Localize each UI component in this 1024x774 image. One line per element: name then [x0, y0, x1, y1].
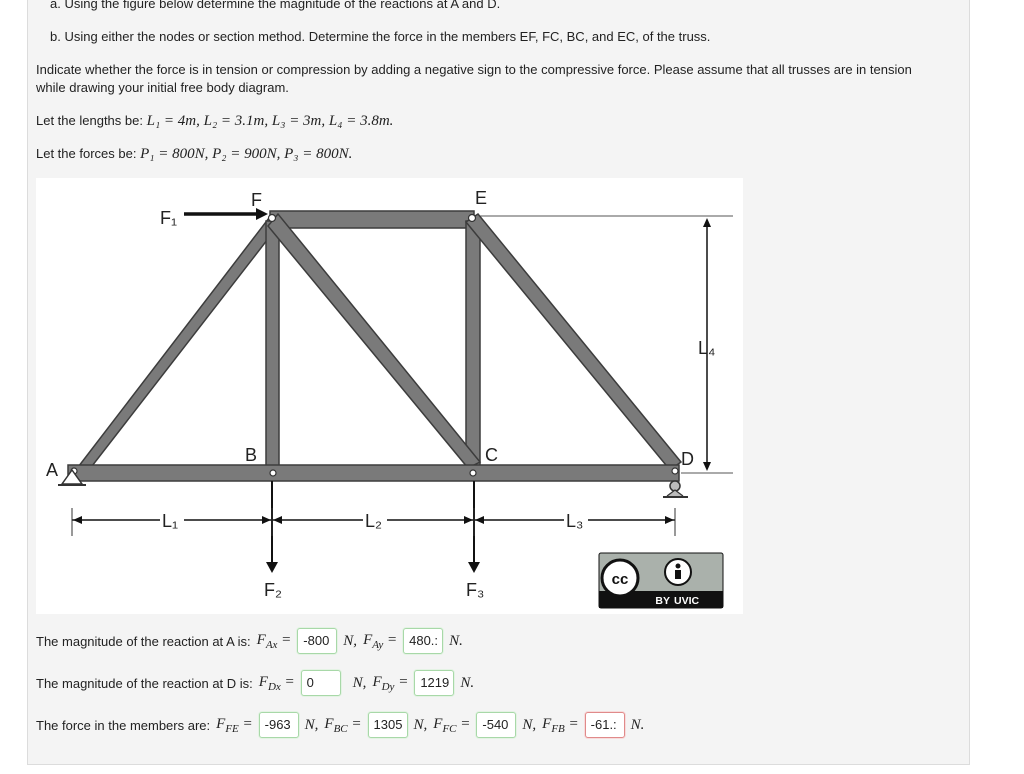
FFB-symbol: $F_{FB}$ =	[542, 715, 579, 735]
FAy-symbol: $F_{Ay}$ =	[363, 631, 398, 651]
label-A: A	[46, 460, 59, 480]
label-L1: L₁	[162, 511, 179, 531]
lengths-values: L₁ = 4m, L₂ = 3.1m, L₃ = 3m, L₄ = 3.8m.	[146, 113, 394, 129]
forces-line	[36, 146, 352, 162]
pin-F	[269, 215, 276, 222]
member-AF	[72, 218, 278, 479]
l4-arrow-bottom	[703, 462, 711, 471]
members-row	[36, 712, 644, 738]
reaction-A-label: The magnitude of the reaction at A is:	[36, 633, 251, 649]
instruction-line-1: Indicate whether the force is in tension or compression by adding a negative sign to the compressive force. Please assume that all trusses are in tension	[36, 62, 912, 77]
unit-N-end: N.	[449, 632, 463, 649]
FAx-input[interactable]: -800	[297, 628, 337, 654]
FDy-input[interactable]: 1219	[414, 670, 454, 696]
unit-N: N,	[343, 632, 358, 649]
truss-diagram	[36, 178, 743, 614]
forces-values: P₁ = 800N, P₂ = 900N, P₃ = 800N.	[140, 146, 353, 162]
label-L3: L₃	[566, 511, 584, 531]
unit-N-end: N.	[460, 674, 475, 691]
label-L2: L₂	[365, 511, 382, 531]
l4-arrow-top	[703, 218, 711, 227]
lengths-line	[36, 113, 393, 129]
label-F: F	[251, 190, 262, 210]
FFE-symbol: $F_{FE}$ =	[216, 715, 253, 735]
pin-B	[270, 470, 276, 476]
pin-E	[469, 215, 476, 222]
members-label: The force in the members are:	[36, 717, 211, 733]
FBC-input[interactable]: 1305	[368, 712, 408, 738]
label-B: B	[245, 445, 258, 465]
member-FB	[266, 221, 279, 466]
pin-C	[470, 470, 476, 476]
FBC-symbol: $F_{BC}$ =	[324, 715, 362, 735]
reaction-D-row	[36, 670, 474, 696]
FDy-symbol: $F_{Dy}$ =	[372, 673, 409, 693]
forces-prefix: Let the forces be:	[36, 146, 137, 161]
label-D: D	[681, 449, 694, 469]
instruction-line-2: while drawing your initial free body diagram.	[36, 80, 289, 95]
unit-N: N,	[304, 716, 319, 733]
cc-text: cc	[611, 571, 629, 588]
force-F2-arrowhead	[266, 562, 278, 573]
member-ED	[466, 214, 681, 470]
FFE-input[interactable]: -963	[259, 712, 299, 738]
FAy-input[interactable]: 480.:	[403, 628, 443, 654]
label-F2: F₂	[264, 580, 282, 600]
FAx-symbol: $F_{Ax}$ =	[256, 631, 292, 651]
unit-N: N,	[522, 716, 537, 733]
member-AD-bottom-chord	[68, 465, 679, 481]
label-F3: F₃	[466, 580, 485, 600]
lengths-prefix: Let the lengths be:	[36, 113, 143, 128]
member-FE	[270, 211, 474, 228]
FDx-input[interactable]: 0	[301, 670, 341, 696]
FFB-input[interactable]: -61.:	[585, 712, 625, 738]
truss-members	[68, 211, 681, 481]
support-D	[663, 481, 688, 497]
reaction-A-row	[36, 628, 463, 654]
by-text: BY	[655, 595, 670, 607]
cc-by-license-badge	[599, 553, 723, 608]
pin-D	[672, 468, 678, 474]
label-F1: F₁	[160, 208, 178, 228]
FFC-symbol: $F_{FC}$ =	[433, 715, 471, 735]
force-F3-arrowhead	[468, 562, 480, 573]
member-FC	[268, 214, 480, 468]
label-L4: L₄	[698, 338, 716, 358]
FFC-input[interactable]: -540	[476, 712, 516, 738]
label-E: E	[475, 188, 488, 208]
FDx-symbol: $F_{Dx}$ =	[258, 673, 295, 693]
part-b-text: b. Using either the nodes or section method. Determine the force in the members EF, FC, BC, and EC, of the truss.	[50, 29, 711, 44]
truss-figure	[36, 178, 743, 614]
part-a-text: a. Using the figure below determine the magnitude of the reactions at A and D.	[50, 0, 501, 11]
uvic-text: UVIC	[674, 595, 700, 607]
unit-N: N,	[352, 674, 367, 691]
member-EC	[466, 221, 480, 466]
reaction-D-label: The magnitude of the reaction at D is:	[36, 675, 253, 691]
unit-N-end: N.	[630, 716, 645, 733]
unit-N: N,	[413, 716, 428, 733]
label-C: C	[485, 445, 498, 465]
